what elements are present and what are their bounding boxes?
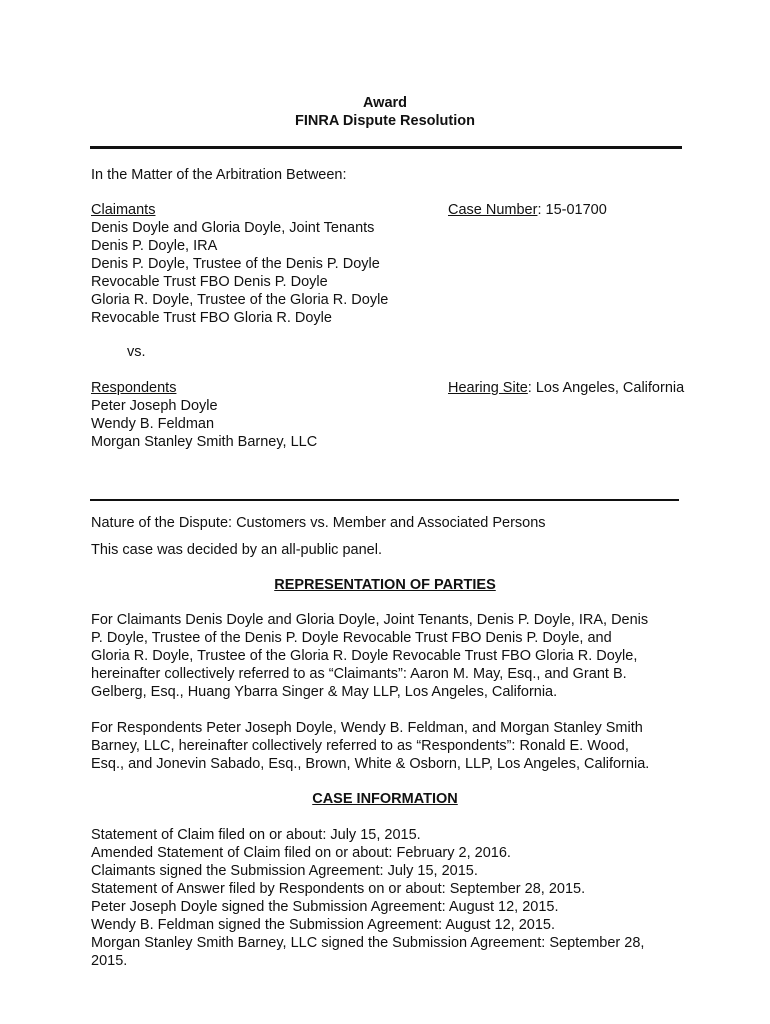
- paragraph-line: P. Doyle, Trustee of the Denis P. Doyle Revocable Trust FBO Denis P. Doyle, and: [91, 630, 612, 646]
- claimant-line: Denis Doyle and Gloria Doyle, Joint Tenants: [91, 220, 375, 236]
- case-info-line: Amended Statement of Claim filed on or about: February 2, 2016.: [91, 845, 511, 861]
- respondents-representation-paragraph: [91, 719, 691, 773]
- case-number: [448, 201, 607, 219]
- nature-of-dispute: Nature of the Dispute: Customers vs. Member and Associated Persons: [91, 515, 546, 531]
- paragraph-line: Gelberg, Esq., Huang Ybarra Singer & May LLP, Los Angeles, California.: [91, 684, 558, 700]
- section-divider: [90, 499, 679, 501]
- matter-intro: In the Matter of the Arbitration Between:: [91, 167, 347, 183]
- claimants-heading: Claimants: [91, 202, 156, 218]
- representation-heading: REPRESENTATION OF PARTIES: [274, 577, 496, 593]
- respondent-line: Peter Joseph Doyle: [91, 398, 218, 414]
- respondents-block: [91, 379, 317, 451]
- header-divider: [90, 146, 682, 149]
- hearing-site-label: Hearing Site: [448, 380, 528, 396]
- case-info-line: Peter Joseph Doyle signed the Submission Agreement: August 12, 2015.: [91, 899, 559, 915]
- hearing-site-value: : Los Angeles, California: [527, 380, 685, 396]
- versus-text: vs.: [127, 344, 146, 360]
- finra-subtitle: FINRA Dispute Resolution: [295, 113, 475, 129]
- paragraph-line: hereinafter collectively referred to as “Claimants”: Aaron M. May, Esq., and Grant B.: [91, 666, 627, 682]
- claimants-block: [91, 201, 388, 327]
- case-info-line: Statement of Claim filed on or about: July 15, 2015.: [91, 827, 421, 843]
- claimant-line: Revocable Trust FBO Denis P. Doyle: [91, 274, 328, 290]
- claimant-line: Denis P. Doyle, IRA: [91, 238, 218, 254]
- case-number-value: : 15-01700: [537, 202, 607, 218]
- claimant-line: Revocable Trust FBO Gloria R. Doyle: [91, 310, 332, 326]
- paragraph-line: Gloria R. Doyle, Trustee of the Gloria R. Doyle Revocable Trust FBO Gloria R. Doyle,: [91, 648, 638, 664]
- case-info-line: Wendy B. Feldman signed the Submission Agreement: August 12, 2015.: [91, 917, 556, 933]
- case-info-line: Morgan Stanley Smith Barney, LLC signed the Submission Agreement: September 28,: [91, 935, 645, 951]
- award-title: Award: [362, 95, 408, 111]
- paragraph-line: Esq., and Jonevin Sabado, Esq., Brown, White & Osborn, LLP, Los Angeles, California.: [91, 756, 650, 772]
- case-information-heading: CASE INFORMATION: [312, 791, 458, 807]
- respondents-heading: Respondents: [91, 380, 177, 396]
- paragraph-line: For Respondents Peter Joseph Doyle, Wendy B. Feldman, and Morgan Stanley Smith: [91, 720, 643, 736]
- claimant-line: Gloria R. Doyle, Trustee of the Gloria R. Doyle: [91, 292, 389, 308]
- claimant-line: Denis P. Doyle, Trustee of the Denis P. Doyle: [91, 256, 380, 272]
- hearing-site: [448, 379, 684, 397]
- case-info-line: Statement of Answer filed by Respondents on or about: September 28, 2015.: [91, 881, 586, 897]
- case-info-line: Claimants signed the Submission Agreement: July 15, 2015.: [91, 863, 478, 879]
- paragraph-line: For Claimants Denis Doyle and Gloria Doyle, Joint Tenants, Denis P. Doyle, IRA, Denis: [91, 612, 649, 628]
- respondent-line: Morgan Stanley Smith Barney, LLC: [91, 434, 318, 450]
- claimants-representation-paragraph: [91, 611, 691, 701]
- paragraph-line: Barney, LLC, hereinafter collectively referred to as “Respondents”: Ronald E. Wood,: [91, 738, 629, 754]
- panel-note: This case was decided by an all-public panel.: [91, 542, 382, 558]
- respondent-line: Wendy B. Feldman: [91, 416, 215, 432]
- case-info-line: 2015.: [91, 953, 128, 969]
- case-number-label: Case Number: [448, 202, 538, 218]
- case-information-list: [91, 826, 691, 970]
